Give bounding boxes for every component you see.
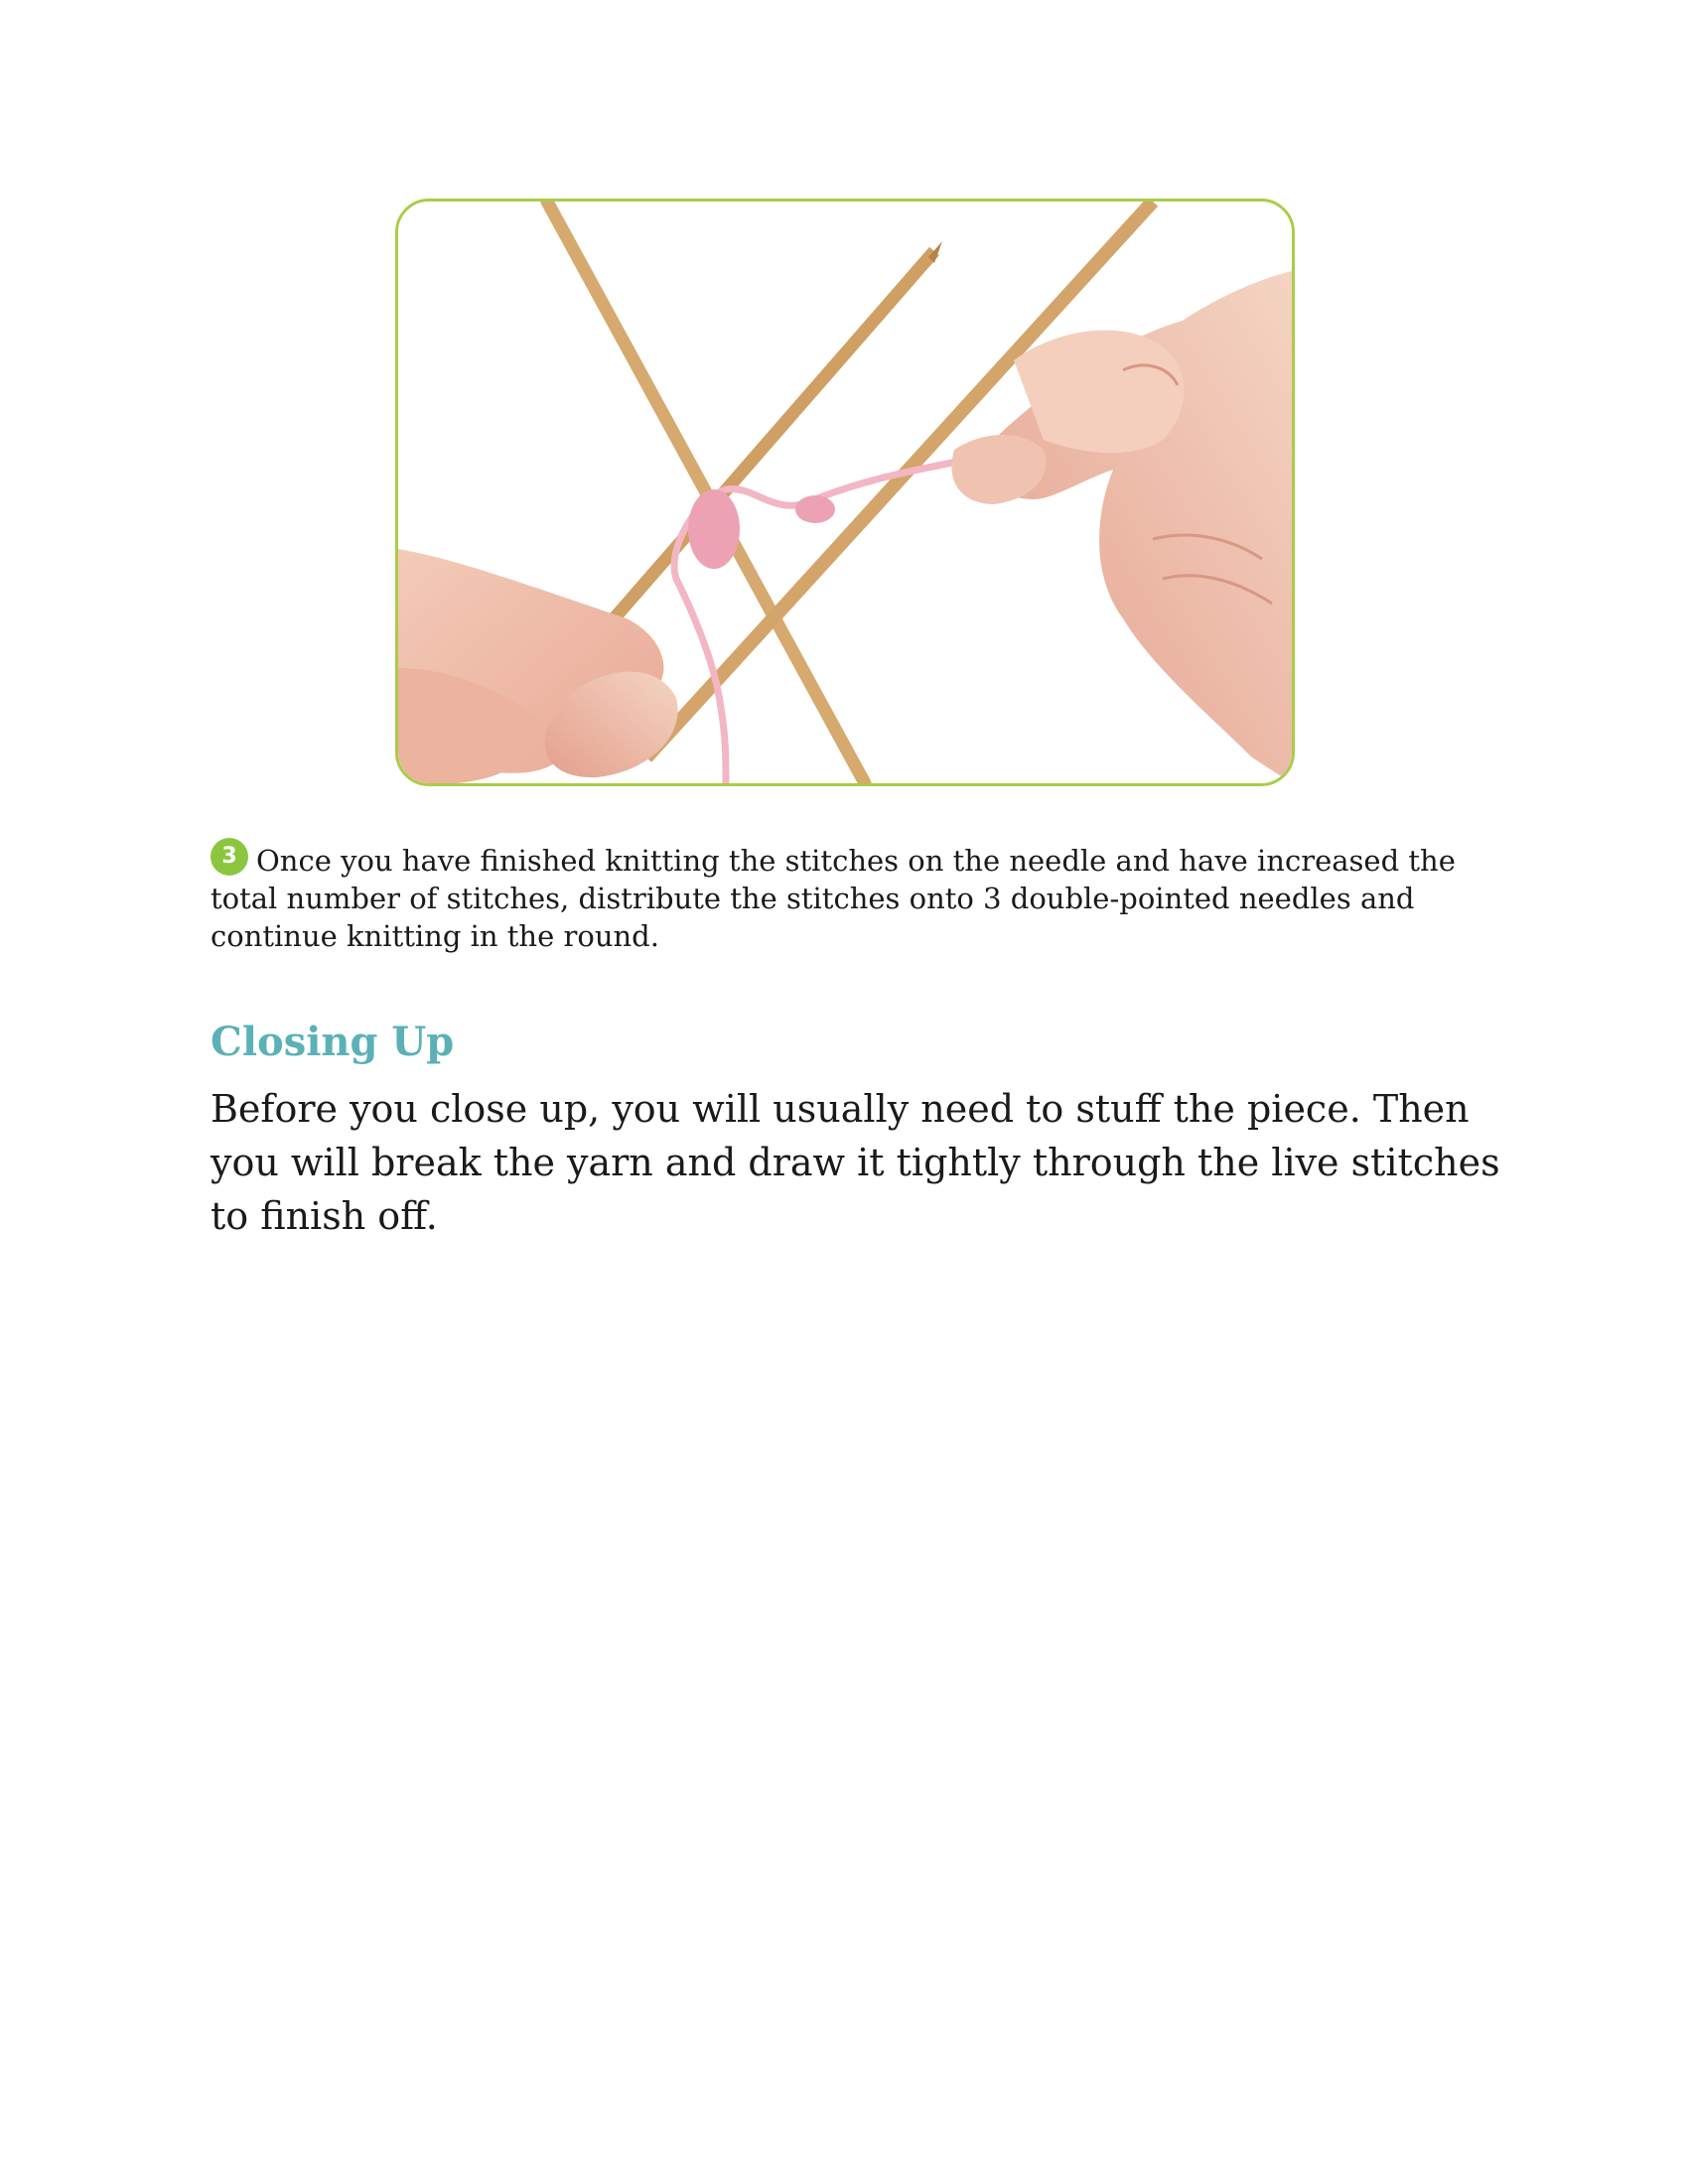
step-text: Once you have finished knitting the stitches on the needle and have increased the total number of stitches, distribute the stitches onto 3 double-pointed needles and continue knitting in the round. (211, 844, 1456, 953)
step-caption (211, 842, 1491, 955)
section-heading: Closing Up (211, 1019, 455, 1065)
knitting-photo (395, 199, 1295, 786)
body-paragraph: Before you close up, you will usually need to stuff the piece. Then you will break the yarn and draw it tightly through the live stitches to finish off. (211, 1087, 1500, 1238)
knitting-hands-illustration (398, 202, 1292, 783)
step-number-badge: 3 (211, 838, 248, 876)
